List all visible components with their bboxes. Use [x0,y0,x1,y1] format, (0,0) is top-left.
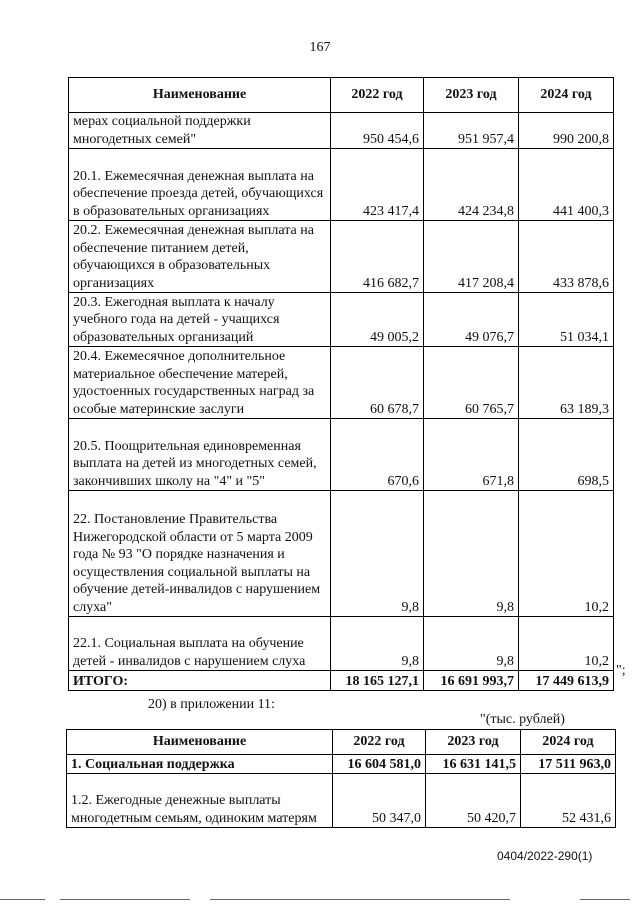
row-value-2022: 670,6 [331,419,424,491]
row-value-2024: 10,2 [519,617,614,671]
page-number: 167 [309,40,331,55]
row-value-2024: 441 400,3 [519,149,614,221]
row-value-2022: 416 682,7 [331,221,424,293]
row-name: 22. Постановление Правительства Нижегородской области от 5 марта 2009 года № 93 "О порядке назначения и осуществления социальной выплаты на обучение детей-инвалидов с нарушением слуха" [69,491,331,617]
header-2023: 2023 год [424,78,519,113]
row-value-2024: 698,5 [519,419,614,491]
table-row [69,221,614,293]
row-value-2023: 60 765,7 [424,347,519,419]
row-value-2024: 63 189,3 [519,347,614,419]
row-value-2023: 49 076,7 [424,293,519,347]
header-2024: 2024 год [519,78,614,113]
budget-table-appendix-11 [66,729,616,828]
row-value-2024: 10,2 [519,491,614,617]
row-value-2023: 50 420,7 [426,774,521,828]
row-name: 20.2. Ежемесячная денежная выплата на обеспечение питанием детей, обучающихся в образовательных организациях [69,221,331,293]
header-name: Наименование [67,730,333,755]
units-label: "(тыс. рублей) [480,712,565,727]
row-value-2024: 433 878,6 [519,221,614,293]
budget-table-appendix [68,77,614,691]
scan-artifact-line [580,899,630,900]
table-row [69,347,614,419]
row-value-2024: 52 431,6 [521,774,616,828]
table-row [69,293,614,347]
row-name: 20.3. Ежегодная выплата к началу учебного года на детей - учащихся образовательных организаций [69,293,331,347]
row-value-2023: 951 957,4 [424,113,519,149]
total-value-2023: 16 691 993,7 [424,671,519,691]
table-row [67,774,616,828]
row-value-2023: 424 234,8 [424,149,519,221]
row-value-2023: 671,8 [424,419,519,491]
table-row [69,149,614,221]
scan-artifact-line [0,899,45,900]
row-name: 22.1. Социальная выплата на обучение детей - инвалидов с нарушением слуха [69,617,331,671]
row-name: 20.1. Ежемесячная денежная выплата на обеспечение проезда детей, обучающихся в образовательных организациях [69,149,331,221]
row-name: 1. Социальная поддержка [67,755,333,774]
amendment-paragraph: 20) в приложении 11: [148,697,275,712]
row-value-2022: 16 604 581,0 [333,755,426,774]
table-row [67,755,616,774]
table-header-row [69,78,614,113]
total-row [69,671,614,691]
row-value-2022: 50 347,0 [333,774,426,828]
row-value-2024: 990 200,8 [519,113,614,149]
row-value-2023: 9,8 [424,491,519,617]
row-name: мерах социальной поддержки многодетных семей" [69,113,331,149]
scan-artifact-line [210,899,510,900]
row-value-2022: 9,8 [331,617,424,671]
row-value-2022: 950 454,6 [331,113,424,149]
row-value-2022: 49 005,2 [331,293,424,347]
row-name: 20.4. Ежемесячное дополнительное материальное обеспечение матерей, удостоенных государственных наград за особые материнские заслуги [69,347,331,419]
header-name: Наименование [69,78,331,113]
header-2024: 2024 год [521,730,616,755]
row-value-2024: 51 034,1 [519,293,614,347]
total-value-2024: 17 449 613,9 [519,671,614,691]
row-value-2023: 9,8 [424,617,519,671]
table-row [69,113,614,149]
row-value-2023: 417 208,4 [424,221,519,293]
total-label: ИТОГО: [69,671,331,691]
closing-quote-mark: "; [616,663,626,678]
row-value-2024: 17 511 963,0 [521,755,616,774]
row-value-2022: 9,8 [331,491,424,617]
table-row [69,419,614,491]
row-name: 20.5. Поощрительная единовременная выплата на детей из многодетных семей, закончивших школу на "4" и "5" [69,419,331,491]
table-row [69,617,614,671]
header-2022: 2022 год [333,730,426,755]
header-2022: 2022 год [331,78,424,113]
document-code: 0404/2022-290(1) [497,849,593,863]
row-value-2022: 60 678,7 [331,347,424,419]
table-row [69,491,614,617]
scan-artifact-line [60,899,190,900]
row-name: 1.2. Ежегодные денежные выплаты многодетным семьям, одиноким матерям [67,774,333,828]
header-2023: 2023 год [426,730,521,755]
table-header-row [67,730,616,755]
total-value-2022: 18 165 127,1 [331,671,424,691]
row-value-2022: 423 417,4 [331,149,424,221]
row-value-2023: 16 631 141,5 [426,755,521,774]
